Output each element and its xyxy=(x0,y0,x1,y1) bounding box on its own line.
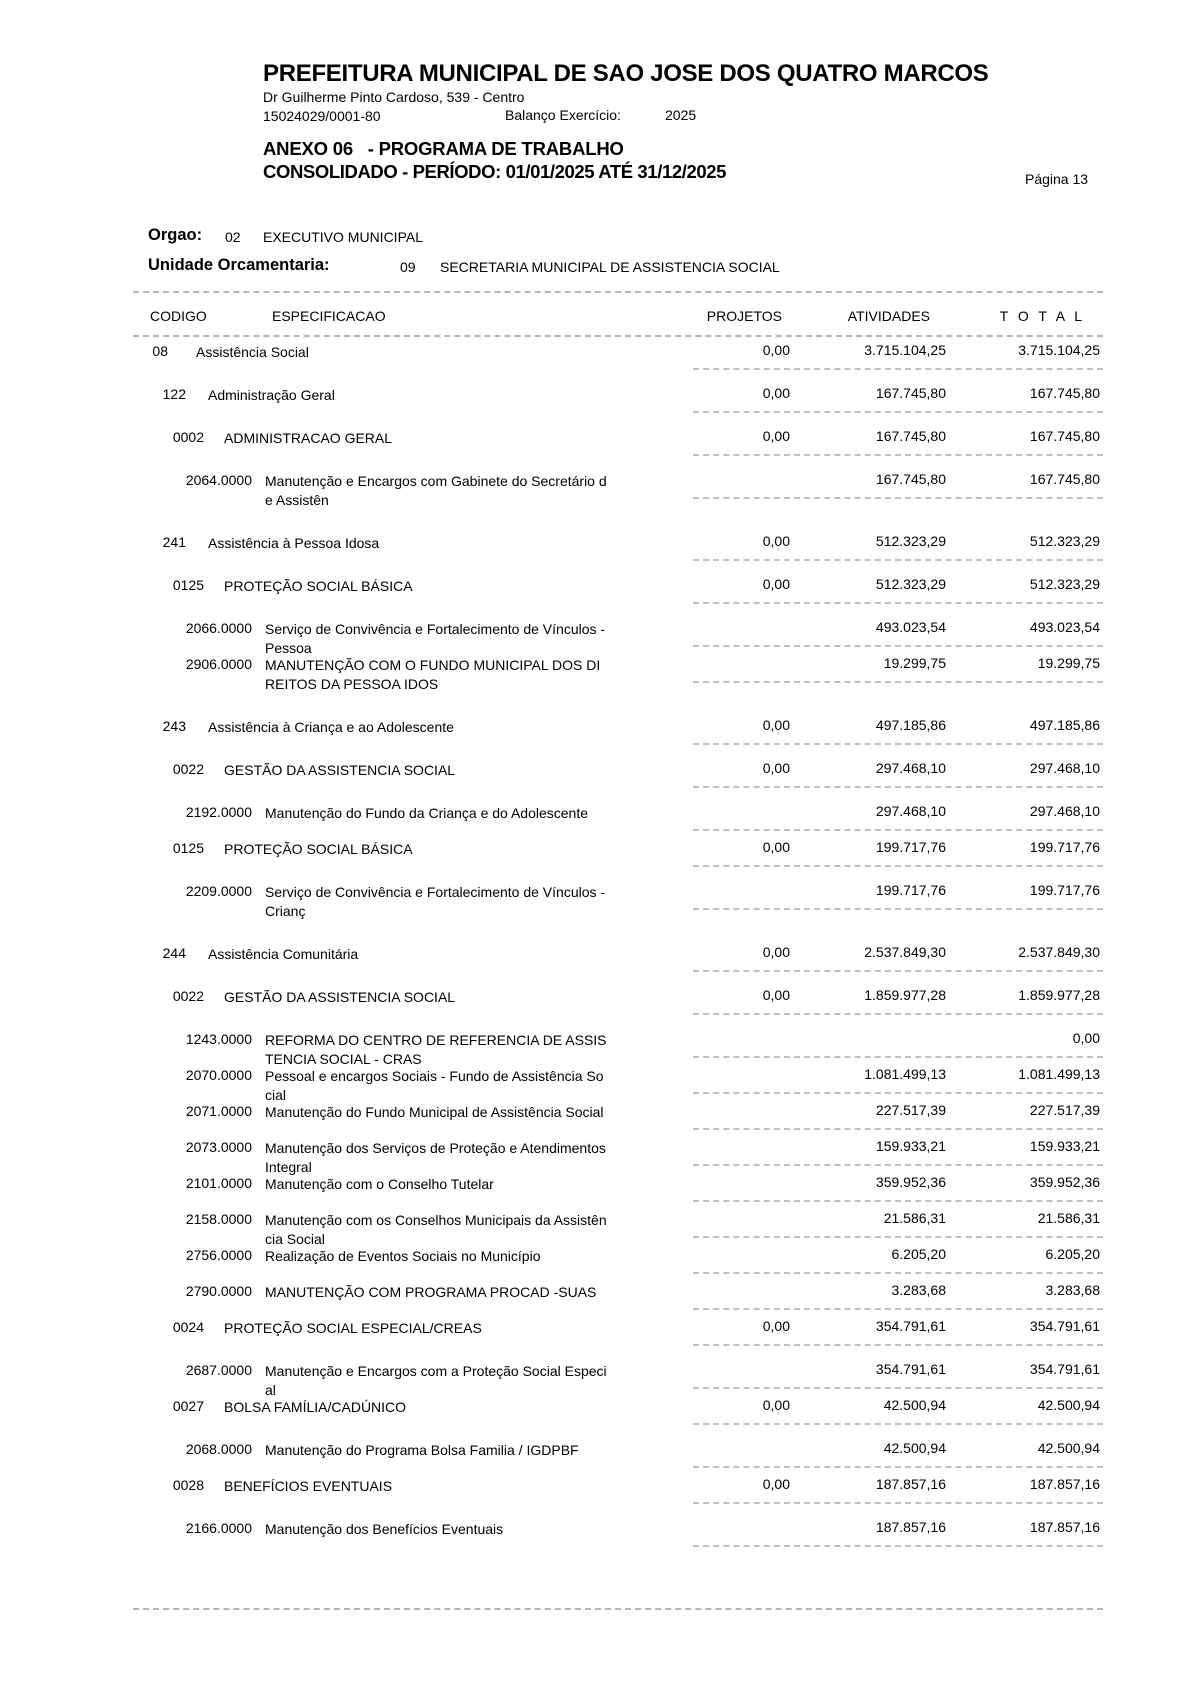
spec-line: e Assistên xyxy=(265,492,329,508)
table-row xyxy=(0,343,1190,386)
unidade-orcamentaria-label: Unidade Orcamentaria: xyxy=(148,256,330,274)
spec-line: PROTEÇÃO SOCIAL BÁSICA xyxy=(224,578,413,594)
row-code: 2209.0000 xyxy=(185,883,252,899)
cell-atividades: 354.791,61 xyxy=(875,1361,946,1377)
spec-line: Crianç xyxy=(265,903,306,919)
cell-atividades: 187.857,16 xyxy=(875,1476,946,1492)
row-separator xyxy=(693,1545,1103,1547)
row-spec xyxy=(265,883,665,921)
row-separator xyxy=(693,1164,1103,1166)
table-row xyxy=(0,1211,1190,1247)
col-header-total: T O T A L xyxy=(999,308,1085,324)
cell-total: 199.717,76 xyxy=(1029,882,1100,898)
row-separator xyxy=(693,681,1103,683)
cell-total: 3.283,68 xyxy=(1045,1282,1100,1298)
table-row xyxy=(0,1103,1190,1139)
spec-line: REFORMA DO CENTRO DE REFERENCIA DE ASSIS xyxy=(265,1032,607,1048)
page-number: Página 13 xyxy=(1025,171,1089,187)
row-spec xyxy=(265,1520,665,1539)
row-separator xyxy=(693,829,1103,831)
row-spec xyxy=(208,386,608,405)
table-row xyxy=(0,656,1190,692)
row-separator xyxy=(693,786,1103,788)
cell-atividades: 21.586,31 xyxy=(883,1210,946,1226)
cell-atividades: 187.857,16 xyxy=(875,1519,946,1535)
cell-total: 6.205,20 xyxy=(1045,1246,1100,1262)
cell-projetos: 0,00 xyxy=(762,1476,790,1492)
cell-total: 493.023,54 xyxy=(1029,619,1100,635)
row-separator xyxy=(693,559,1103,561)
row-code: 0002 xyxy=(172,429,204,445)
row-spec xyxy=(265,1247,665,1266)
table-row xyxy=(0,1398,1190,1441)
col-header-projetos: PROJETOS xyxy=(706,308,782,324)
cell-projetos: 0,00 xyxy=(762,1318,790,1334)
table-row xyxy=(0,1362,1190,1398)
row-code: 243 xyxy=(162,718,186,734)
header-separator-bottom xyxy=(133,335,1103,337)
table-rows xyxy=(0,343,1190,1556)
report-subtitle: CONSOLIDADO - PERÍODO: 01/01/2025 ATÉ 31/12/2025 xyxy=(263,161,727,182)
row-separator xyxy=(693,908,1103,910)
row-separator xyxy=(693,1236,1103,1238)
row-separator xyxy=(693,1092,1103,1094)
cell-atividades: 512.323,29 xyxy=(875,576,946,592)
balanco-exercicio-year: 2025 xyxy=(665,107,697,123)
row-spec xyxy=(265,1103,665,1122)
row-code: 2906.0000 xyxy=(185,656,252,672)
table-row xyxy=(0,577,1190,620)
row-code: 2158.0000 xyxy=(185,1211,252,1227)
spec-line: Assistência à Criança e ao Adolescente xyxy=(208,719,454,735)
row-code: 08 xyxy=(152,343,168,359)
header-title: PREFEITURA MUNICIPAL DE SAO JOSE DOS QUATRO MARCOS xyxy=(263,60,989,87)
row-code: 122 xyxy=(162,386,186,402)
cell-total: 159.933,21 xyxy=(1029,1138,1100,1154)
row-code: 2070.0000 xyxy=(185,1067,252,1083)
spec-line: Serviço de Convivência e Fortalecimento de Vínculos - xyxy=(265,884,606,900)
spec-line: Assistência Comunitária xyxy=(208,946,359,962)
cell-total: 2.537.849,30 xyxy=(1018,944,1100,960)
row-code: 2071.0000 xyxy=(185,1103,252,1119)
cell-atividades: 1.859.977,28 xyxy=(864,987,946,1003)
header-separator-top xyxy=(133,291,1103,293)
table-row xyxy=(0,804,1190,840)
row-code: 2790.0000 xyxy=(185,1283,252,1299)
header-cnpj: 15024029/0001-80 xyxy=(263,108,381,124)
cell-atividades: 2.537.849,30 xyxy=(864,944,946,960)
row-code: 2756.0000 xyxy=(185,1247,252,1263)
table-row xyxy=(0,883,1190,919)
unidade-orcamentaria-name: SECRETARIA MUNICIPAL DE ASSISTENCIA SOCIAL xyxy=(440,259,780,275)
cell-projetos: 0,00 xyxy=(762,342,790,358)
cell-total: 297.468,10 xyxy=(1029,760,1100,776)
table-row xyxy=(0,718,1190,761)
row-spec xyxy=(224,761,624,780)
row-spec xyxy=(224,577,624,596)
cell-total: 354.791,61 xyxy=(1029,1361,1100,1377)
table-row xyxy=(0,1175,1190,1211)
col-header-codigo: CODIGO xyxy=(150,308,207,324)
row-spec xyxy=(265,1067,665,1105)
cell-atividades: 354.791,61 xyxy=(875,1318,946,1334)
unidade-orcamentaria-code: 09 xyxy=(400,259,416,275)
cell-atividades: 42.500,94 xyxy=(883,1397,946,1413)
row-separator xyxy=(693,645,1103,647)
table-row xyxy=(0,1441,1190,1477)
table-row xyxy=(0,1031,1190,1067)
spec-line: MANUTENÇÃO COM O FUNDO MUNICIPAL DOS DI xyxy=(265,657,601,673)
row-spec xyxy=(208,945,608,964)
cell-total: 187.857,16 xyxy=(1029,1476,1100,1492)
row-code: 0022 xyxy=(172,988,204,1004)
cell-total: 21.586,31 xyxy=(1037,1210,1100,1226)
row-separator xyxy=(693,1056,1103,1058)
cell-atividades: 512.323,29 xyxy=(875,533,946,549)
cell-projetos: 0,00 xyxy=(762,760,790,776)
spec-line: al xyxy=(265,1382,276,1398)
table-row xyxy=(0,840,1190,883)
spec-line: TENCIA SOCIAL - CRAS xyxy=(265,1051,422,1067)
row-code: 0022 xyxy=(172,761,204,777)
orgao-label: Orgao: xyxy=(148,226,203,244)
row-separator xyxy=(693,411,1103,413)
cell-atividades: 297.468,10 xyxy=(875,760,946,776)
spec-line: Manutenção dos Serviços de Proteção e Atendimentos xyxy=(265,1140,606,1156)
spec-line: Manutenção dos Benefícios Eventuais xyxy=(265,1521,504,1537)
spec-line: Realização de Eventos Sociais no Município xyxy=(265,1248,541,1264)
row-code: 2101.0000 xyxy=(185,1175,252,1191)
row-code: 2073.0000 xyxy=(185,1139,252,1155)
row-spec xyxy=(265,1441,665,1460)
row-separator xyxy=(693,743,1103,745)
row-spec xyxy=(265,804,665,823)
cell-projetos: 0,00 xyxy=(762,1397,790,1413)
table-row xyxy=(0,761,1190,804)
row-separator xyxy=(693,1272,1103,1274)
table-row xyxy=(0,620,1190,656)
row-separator xyxy=(693,1013,1103,1015)
row-spec xyxy=(265,1283,665,1302)
row-spec xyxy=(265,656,665,694)
row-code: 2192.0000 xyxy=(185,804,252,820)
table-row xyxy=(0,1477,1190,1520)
spec-line: Assistência à Pessoa Idosa xyxy=(208,535,380,551)
spec-line: Manutenção do Fundo Municipal de Assistência Social xyxy=(265,1104,604,1120)
row-separator xyxy=(693,1423,1103,1425)
table-row xyxy=(0,1067,1190,1103)
cell-total: 42.500,94 xyxy=(1037,1440,1100,1456)
spec-line: Manutenção do Fundo da Criança e do Adolescente xyxy=(265,805,589,821)
row-spec xyxy=(265,1175,665,1194)
spec-line: Manutenção com os Conselhos Municipais da Assistên xyxy=(265,1212,607,1228)
row-code: 2166.0000 xyxy=(185,1520,252,1536)
table-row xyxy=(0,1247,1190,1283)
cell-total: 359.952,36 xyxy=(1029,1174,1100,1190)
cell-total: 512.323,29 xyxy=(1029,533,1100,549)
cell-total: 297.468,10 xyxy=(1029,803,1100,819)
cell-atividades: 167.745,80 xyxy=(875,428,946,444)
col-header-atividades: ATIVIDADES xyxy=(847,308,930,324)
row-spec xyxy=(265,1362,665,1400)
cell-atividades: 493.023,54 xyxy=(875,619,946,635)
spec-line: Administração Geral xyxy=(208,387,335,403)
row-separator xyxy=(693,1128,1103,1130)
row-spec xyxy=(196,343,596,362)
table-row xyxy=(0,1283,1190,1319)
row-separator xyxy=(693,970,1103,972)
cell-total: 199.717,76 xyxy=(1029,839,1100,855)
spec-line: BOLSA FAMÍLIA/CADÚNICO xyxy=(224,1399,407,1415)
cell-total: 354.791,61 xyxy=(1029,1318,1100,1334)
cell-total: 187.857,16 xyxy=(1029,1519,1100,1535)
cell-projetos: 0,00 xyxy=(762,944,790,960)
spec-line: Pessoa xyxy=(265,640,312,656)
table-row xyxy=(0,988,1190,1031)
row-spec xyxy=(208,534,608,553)
row-code: 0028 xyxy=(172,1477,204,1493)
cell-atividades: 3.715.104,25 xyxy=(864,342,946,358)
cell-atividades: 359.952,36 xyxy=(875,1174,946,1190)
row-code: 2064.0000 xyxy=(185,472,252,488)
spec-line: MANUTENÇÃO COM PROGRAMA PROCAD -SUAS xyxy=(265,1284,597,1300)
spec-line: Assistência Social xyxy=(196,344,309,360)
cell-total: 167.745,80 xyxy=(1029,385,1100,401)
row-separator xyxy=(693,602,1103,604)
header-address: Dr Guilherme Pinto Cardoso, 539 - Centro xyxy=(263,89,525,105)
spec-line: REITOS DA PESSOA IDOS xyxy=(265,676,439,692)
spec-line: GESTÃO DA ASSISTENCIA SOCIAL xyxy=(224,989,456,1005)
spec-line: ADMINISTRACAO GERAL xyxy=(224,430,393,446)
row-separator xyxy=(693,865,1103,867)
row-spec xyxy=(265,1139,665,1177)
table-row xyxy=(0,945,1190,988)
cell-projetos: 0,00 xyxy=(762,717,790,733)
cell-atividades: 167.745,80 xyxy=(875,471,946,487)
spec-line: Serviço de Convivência e Fortalecimento de Vínculos - xyxy=(265,621,606,637)
row-spec xyxy=(265,620,665,658)
cell-atividades: 6.205,20 xyxy=(891,1246,946,1262)
row-spec xyxy=(224,988,624,1007)
balanco-exercicio-label: Balanço Exercício: xyxy=(505,107,621,123)
row-code: 241 xyxy=(162,534,186,550)
row-separator xyxy=(693,497,1103,499)
row-separator xyxy=(693,1502,1103,1504)
cell-total: 19.299,75 xyxy=(1037,655,1100,671)
cell-projetos: 0,00 xyxy=(762,987,790,1003)
row-spec xyxy=(265,1211,665,1249)
cell-total: 497.185,86 xyxy=(1029,717,1100,733)
cell-atividades: 497.185,86 xyxy=(875,717,946,733)
row-code: 0125 xyxy=(172,840,204,856)
row-spec xyxy=(224,429,624,448)
cell-atividades: 19.299,75 xyxy=(883,655,946,671)
cell-total: 1.859.977,28 xyxy=(1018,987,1100,1003)
spec-line: Manutenção com o Conselho Tutelar xyxy=(265,1176,494,1192)
cell-atividades: 3.283,68 xyxy=(891,1282,946,1298)
table-row xyxy=(0,1139,1190,1175)
row-code: 1243.0000 xyxy=(185,1031,252,1047)
cell-total: 3.715.104,25 xyxy=(1018,342,1100,358)
spec-line: BENEFÍCIOS EVENTUAIS xyxy=(224,1478,393,1494)
row-code: 2066.0000 xyxy=(185,620,252,636)
orgao-name: EXECUTIVO MUNICIPAL xyxy=(263,229,423,245)
cell-atividades: 227.517,39 xyxy=(875,1102,946,1118)
row-spec xyxy=(265,472,665,510)
row-code: 0125 xyxy=(172,577,204,593)
cell-projetos: 0,00 xyxy=(762,576,790,592)
footer-separator xyxy=(133,1608,1103,1610)
spec-line: cia Social xyxy=(265,1231,325,1247)
spec-line: cial xyxy=(265,1087,287,1103)
table-row xyxy=(0,386,1190,429)
cell-projetos: 0,00 xyxy=(762,533,790,549)
cell-atividades: 199.717,76 xyxy=(875,839,946,855)
cell-total: 512.323,29 xyxy=(1029,576,1100,592)
orgao-code: 02 xyxy=(225,229,241,245)
cell-atividades: 1.081.499,13 xyxy=(864,1066,946,1082)
table-row xyxy=(0,472,1190,508)
cell-total: 167.745,80 xyxy=(1029,428,1100,444)
cell-total: 0,00 xyxy=(1072,1030,1100,1046)
table-row xyxy=(0,534,1190,577)
row-code: 2068.0000 xyxy=(185,1441,252,1457)
table-row xyxy=(0,1319,1190,1362)
row-separator xyxy=(693,1200,1103,1202)
row-spec xyxy=(224,840,624,859)
cell-total: 167.745,80 xyxy=(1029,471,1100,487)
cell-atividades: 297.468,10 xyxy=(875,803,946,819)
row-separator xyxy=(693,1387,1103,1389)
spec-line: Manutenção do Programa Bolsa Familia / IGDPBF xyxy=(265,1442,579,1458)
row-separator xyxy=(693,1308,1103,1310)
cell-atividades: 199.717,76 xyxy=(875,882,946,898)
row-separator xyxy=(693,454,1103,456)
cell-total: 227.517,39 xyxy=(1029,1102,1100,1118)
row-separator xyxy=(693,1466,1103,1468)
cell-atividades: 167.745,80 xyxy=(875,385,946,401)
row-spec xyxy=(208,718,608,737)
row-code: 2687.0000 xyxy=(185,1362,252,1378)
cell-atividades: 42.500,94 xyxy=(883,1440,946,1456)
cell-projetos: 0,00 xyxy=(762,839,790,855)
row-spec xyxy=(265,1031,665,1069)
cell-atividades: 159.933,21 xyxy=(875,1138,946,1154)
spec-line: Manutenção e Encargos com Gabinete do Secretário d xyxy=(265,473,607,489)
cell-projetos: 0,00 xyxy=(762,428,790,444)
row-spec xyxy=(224,1319,624,1338)
annex-title: ANEXO 06 - PROGRAMA DE TRABALHO xyxy=(263,138,624,159)
spec-line: PROTEÇÃO SOCIAL ESPECIAL/CREAS xyxy=(224,1320,482,1336)
spec-line: Manutenção e Encargos com a Proteção Social Especi xyxy=(265,1363,607,1379)
cell-projetos: 0,00 xyxy=(762,385,790,401)
row-code: 244 xyxy=(162,945,186,961)
row-separator xyxy=(693,1344,1103,1346)
cell-total: 42.500,94 xyxy=(1037,1397,1100,1413)
row-separator xyxy=(693,368,1103,370)
row-spec xyxy=(224,1477,624,1496)
spec-line: GESTÃO DA ASSISTENCIA SOCIAL xyxy=(224,762,456,778)
table-row xyxy=(0,429,1190,472)
cell-total: 1.081.499,13 xyxy=(1018,1066,1100,1082)
col-header-especificacao: ESPECIFICACAO xyxy=(272,308,386,324)
table-row xyxy=(0,1520,1190,1556)
spec-line: PROTEÇÃO SOCIAL BÁSICA xyxy=(224,841,413,857)
row-spec xyxy=(224,1398,624,1417)
row-code: 0024 xyxy=(172,1319,204,1335)
spec-line: Pessoal e encargos Sociais - Fundo de Assistência So xyxy=(265,1068,604,1084)
row-code: 0027 xyxy=(172,1398,204,1414)
spec-line: Integral xyxy=(265,1159,312,1175)
